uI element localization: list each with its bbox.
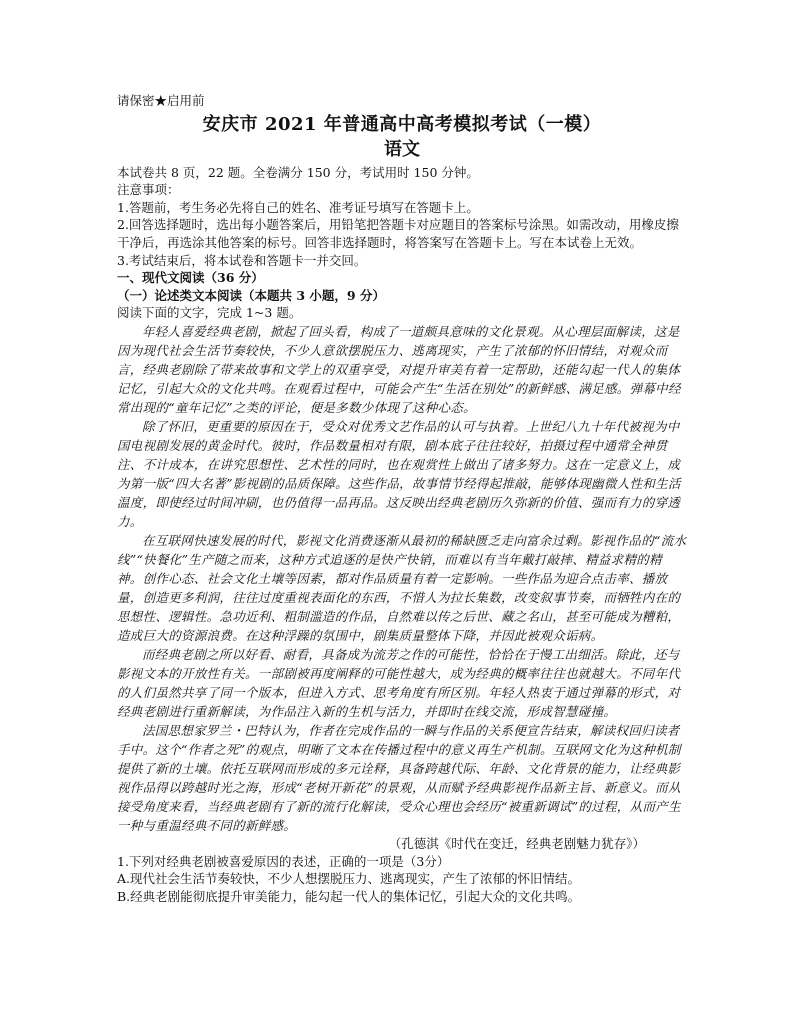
- notice-item-3: 3.考试结束后，将本试卷和答题卡一并交回。: [117, 252, 367, 268]
- exam-title: 安庆市 2021 年普通高中高考模拟考试（一模）: [202, 113, 602, 135]
- question-1-option-a: A.现代社会生活节奏较快，不少人想摆脱压力、逃离现实，产生了浓郁的怀旧情结。: [117, 871, 581, 887]
- passage-paragraph-2: 除了怀旧，更重要的原因在于，受众对优秀文艺作品的认可与执着。上世纪八九十年代被视为中国电视剧发展的黄金时代。彼时，作品数量相对有限，剧本底子往往较好，拍摄过程中通常全神贯注、不计成本，在讲究思想性、艺术性的同时，也在观赏性上做出了诸多努力。这在一定意义上，成为第一版“四大名著”影视剧的品质保障。这些作品，故事情节经得起推敲，能够体现幽微人性和生活温度，即使经过时间冲刷，也仍值得一品再品。这反映出经典老剧历久弥新的价值、强而有力的穿透力。: [117, 418, 681, 529]
- secret-note: 请保密★启用前: [117, 93, 205, 108]
- passage-source: （孔德淇《时代在变迁，经典老剧魅力犹存》）: [388, 835, 645, 851]
- question-1-stem: 1.下列对经典老剧被喜爱原因的表述，正确的一项是（3分）: [117, 853, 450, 869]
- exam-page: [117, 92, 687, 905]
- exam-info: 本试卷共 8 页，22 题。全卷满分 150 分，考试用时 150 分钟。: [117, 164, 479, 180]
- section-subtitle: （一）论述类文本阅读（本题共 3 小题，9 分）: [117, 287, 385, 303]
- notice-item-2: 2.回答选择题时，选出每小题答案后，用铅笔把答题卡对应题目的答案标号涂黑。如需改动，用橡皮擦干净后，再选涂其他答案的标号。回答非选择题时，将答案写在答题卡上。写在本试卷上无效。: [117, 217, 679, 250]
- subject-title: 语文: [384, 138, 420, 160]
- reading-instruction: 阅读下面的文字，完成 1~3 题。: [117, 305, 302, 321]
- notice-item-1: 1.答题前，考生务必先将自己的姓名、准考证号填写在答题卡上。: [117, 199, 479, 215]
- passage-paragraph-1: 年轻人喜爱经典老剧，掀起了回头看，构成了一道颇具意味的文化景观。从心理层面解读，这是因为现代社会生活节奏较快，不少人意欲摆脱压力、逃离现实，产生了浓郁的怀旧情结，对观众而言，经典老剧除了带来故事和文学上的双重享受，对提升审美有着一定帮助，还能勾起一代人的集体记忆，引起大众的文化共鸣。在观看过程中，可能会产生“生活在别处”的新鲜感、满足感。弹幕中经常出现的“童年记忆”之类的评论，便是多数少体现了这种心态。: [117, 323, 681, 415]
- passage-paragraph-3: 在互联网快速发展的时代，影视文化消费逐渐从最初的稀缺匮乏走向富余过剩。影视作品的“流水线”“快餐化”生产随之而来，这种方式追逐的是快产快销，而难以有当年戴打敲摔、精益求精的精神。创作心态、社会文化土壤等因素，都对作品质量有着一定影响。一些作品为迎合点击率、播放量，创造更多利润，往往过度重视表面化的东西，不惜人为拉长集数，改变叙事节奏，而牺牲内在的思想性、逻辑性。急功近利、粗制滥造的作品，自然难以传之后世、藏之名山，甚至可能成为糟粕，造成巨大的资源浪费。在这种浮躁的氛围中，剧集质量整体下降，并因此被观众诟病。: [117, 532, 687, 643]
- passage-paragraph-4: 而经典老剧之所以好看、耐看，具备成为流芳之作的可能性，恰恰在于慢工出细活。除此，还与影视文本的开放性有关。一部剧被再度阐释的可能性越大，成为经典的概率往往也就越大。不同年代的人们虽然共享了同一个版本，但进入方式、思考角度有所区别。年轻人热衷于通过弹幕的形式，对经典老剧进行重新解读，为作品注入新的生机与活力，并即时在线交流，形成智慧碰撞。: [117, 646, 681, 719]
- section-title: 一、现代文阅读（36 分）: [117, 270, 264, 286]
- question-1-option-b: B.经典老剧能彻底提升审美能力，能勾起一代人的集体记忆，引起大众的文化共鸣。: [117, 888, 581, 904]
- passage-paragraph-5: 法国思想家罗兰・巴特认为，作者在完成作品的一瞬与作品的关系便宣告结束，解读权回归读者手中。这个“作者之死”的观点，明晰了文本在传播过程中的意义再生产机制。互联网文化为这种机制提供了新的土壤。依托互联网而形成的多元诠释，具备跨越代际、年龄、文化背景的能力，让经典影视作品得以跨越时光之海，形成“老树开新花”的景观，从而赋予经典影视作品新主旨、新意义。而从接受角度来看，当经典老剧有了新的流行化解读，受众心理也会经历“被重新调试”的过程，从而产生一种与重温经典不同的新鲜感。: [117, 722, 681, 833]
- notice-heading: 注意事项：: [117, 182, 180, 198]
